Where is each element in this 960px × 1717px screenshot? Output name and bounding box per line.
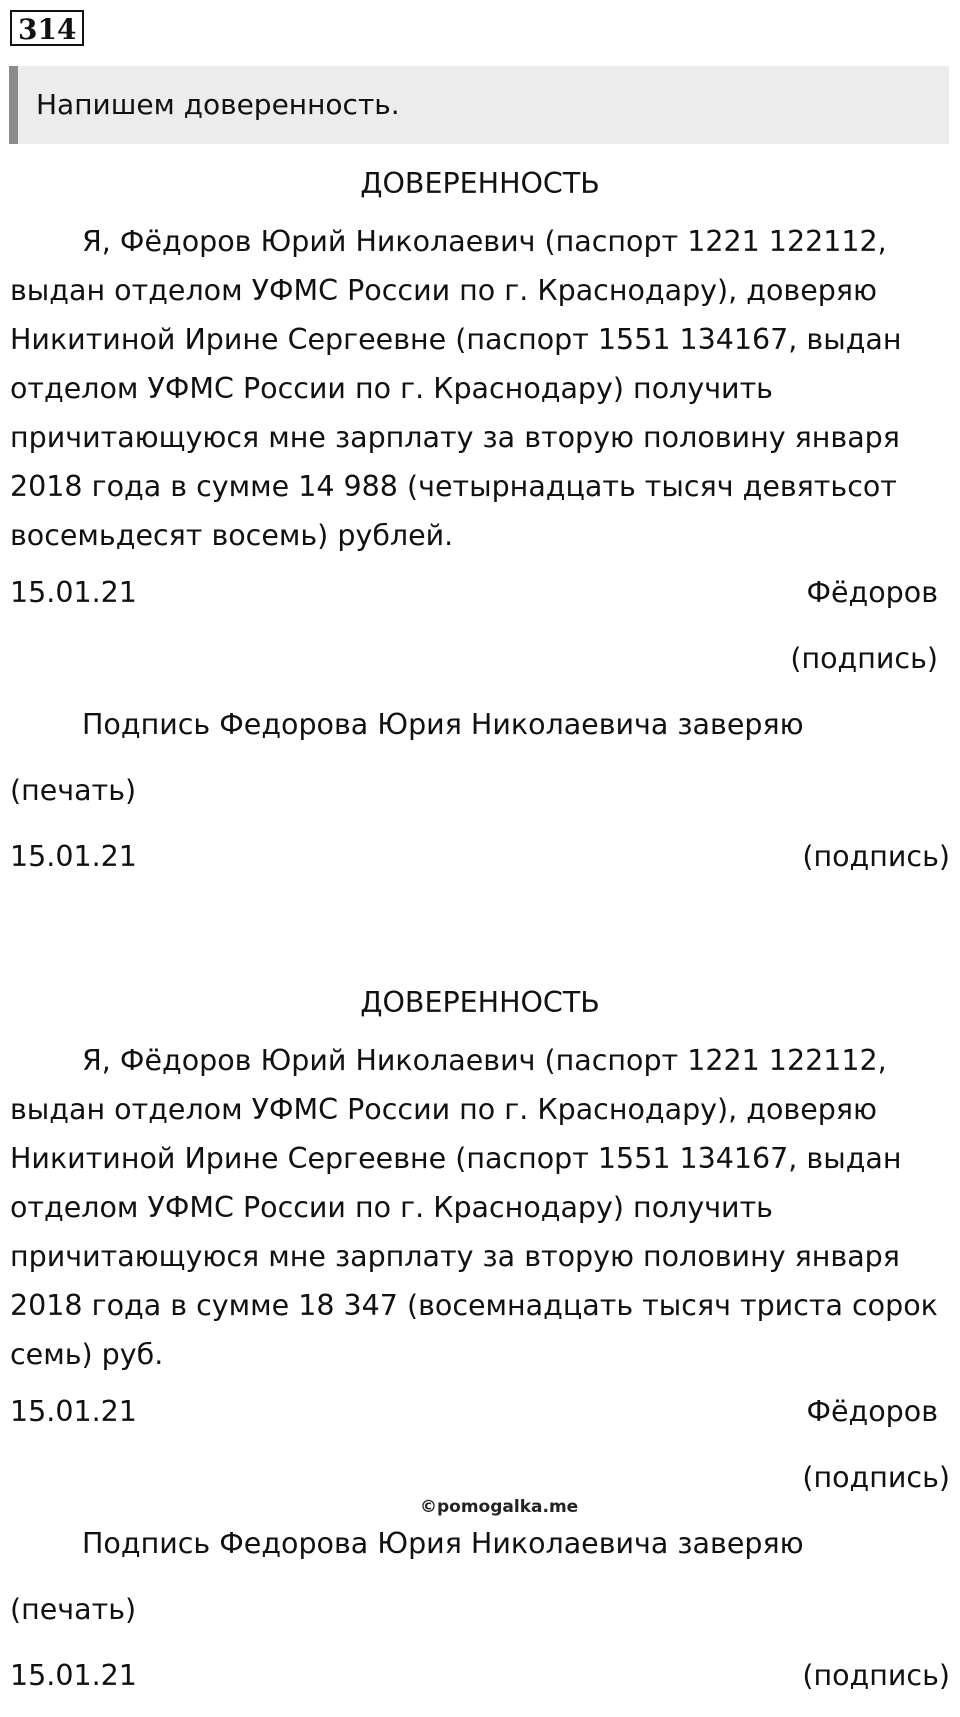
document-date: 15.01.21 xyxy=(10,576,137,609)
document-title: ДОВЕРЕННОСТЬ xyxy=(360,167,600,200)
stamp-label: (печать) xyxy=(10,774,137,807)
document-body: Я, Фёдоров Юрий Николаевич (паспорт 1221 122112, выдан отделом УФМС России по г. Краснодару), доверяю Никитиной Ирине Сергеевне (паспорт 1551 134167, выдан отделом УФМС России по г. Краснодару) получить причитающуюся мне зарплату за вторую половину января 2018 года в сумме 18 347 (восемнадцать тысяч триста сорок семь) руб. xyxy=(10,1044,938,1371)
document-body: Я, Фёдоров Юрий Николаевич (паспорт 1221 122112, выдан отделом УФМС России по г. Краснодару), доверяю Никитиной Ирине Сергеевне (паспорт 1551 134167, выдан отделом УФМС России по г. Краснодару) получить причитающуюся мне зарплату за вторую половину января 2018 года в сумме 14 988 (четырнадцать тысяч девятьсот восемьдесят восемь) рублей. xyxy=(10,225,902,552)
date-signer-row xyxy=(10,560,950,626)
stamp-row xyxy=(10,1577,950,1643)
cert-date-row xyxy=(10,824,950,890)
certification-text: Подпись Федорова Юрия Николаевича заверяю xyxy=(82,1527,804,1560)
cert-date: 15.01.21 xyxy=(10,840,137,873)
document-date: 15.01.21 xyxy=(10,1395,137,1428)
signer-name: Фёдоров xyxy=(806,576,938,609)
date-signer-row xyxy=(10,1379,950,1445)
cert-signature-label: (подпись) xyxy=(802,1659,950,1692)
power-of-attorney-2 xyxy=(10,970,950,1709)
stamp-label: (печать) xyxy=(10,1593,137,1626)
signature-label: (подпись) xyxy=(802,1461,950,1494)
certification-text: Подпись Федорова Юрия Николаевича заверяю xyxy=(82,708,804,741)
task-number-badge: 314 xyxy=(10,10,84,46)
document-title: ДОВЕРЕННОСТЬ xyxy=(360,986,600,1019)
signature-label: (подпись) xyxy=(790,642,938,675)
intro-banner: Напишем доверенность. xyxy=(9,66,949,144)
signer-name: Фёдоров xyxy=(806,1395,938,1428)
cert-date-row xyxy=(10,1643,950,1709)
stamp-row xyxy=(10,758,950,824)
cert-signature-label: (подпись) xyxy=(802,840,950,873)
power-of-attorney-1 xyxy=(10,151,950,890)
cert-date: 15.01.21 xyxy=(10,1659,137,1692)
signature-row xyxy=(10,626,950,692)
watermark: ©pomogalka.me xyxy=(420,1497,579,1517)
